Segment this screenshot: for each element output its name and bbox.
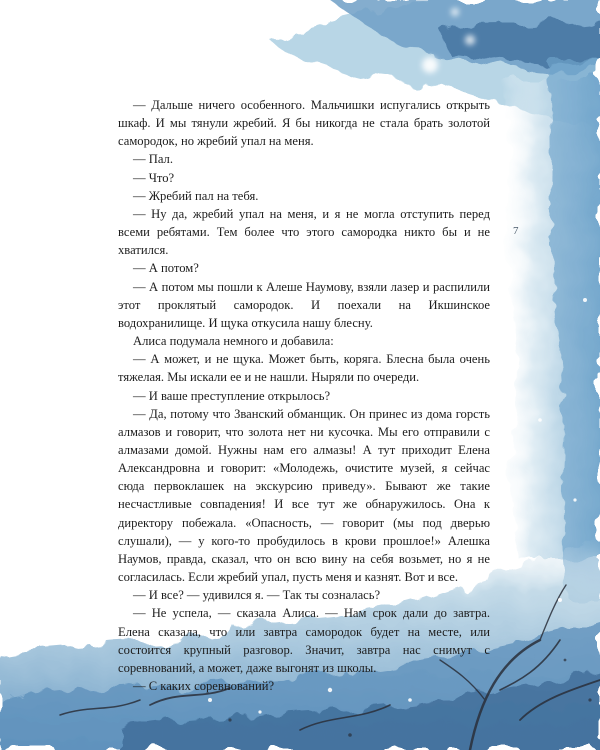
paragraph: — С каких соревнований? bbox=[133, 679, 275, 693]
paragraph: — Да, потому что Званский обманщик. Он принес из дома горсть алмазов и говорит, что золота нет ни кусочка. Мы его отправили с алмазами домой. Нужны нам его алмазы! А тут приходит Елена Александровна и говорит: «Молодежь, очистите музей, я сейчас сюда первоклашек на экскурсию приведу». Бывают же такие несчастливые совпадения! И все тут же обнаружилось. Она к директору побежала. «Опасность, — говорит (мы под дверью слушали), — у кого-то пробудилось в крови прошлое!» Алешка Наумов, правда, сказал, что он всю вину на себя возьмет, но я не согласилась. Если жребий упал, пусть меня и казнят. Вот и все. bbox=[118, 406, 490, 585]
paragraph: — Пал. bbox=[133, 152, 173, 167]
paragraph: — Не успела, — сказала Алиса. — Нам срок дали до завтра. Елена сказала, что или завтра самородок будет на месте, или состоится крупный разговор. Значит, завтра нас снимут с соревнований, а может, даже выгонят из школы. bbox=[118, 606, 490, 675]
paragraph: — Дальше ничего особенного. Мальчишки испугались открыть шкаф. И мы тянули жребий. Я бы никогда не стала брать золотой самородок, но жребий упал на меня. bbox=[118, 98, 490, 149]
paragraph: — И все? — удивился я. — Так ты созналась? bbox=[133, 588, 381, 603]
paragraph: — Что? bbox=[133, 170, 175, 185]
page-number: 7 bbox=[513, 225, 519, 237]
paragraph: — И ваше преступление открылось? bbox=[133, 388, 331, 403]
story-text bbox=[118, 96, 490, 695]
right-wash bbox=[500, 60, 600, 600]
paragraph: — А может, и не щука. Может быть, коряга. Блесна была очень тяжелая. Мы искали ее и не нашли. Ныряли по очереди. bbox=[118, 352, 490, 385]
paragraph: — А потом мы пошли к Алеше Наумову, взяли лазер и распилили этот проклятый самородок. И поехали на Икшинское водохранилище. И щука откусила нашу блесну. bbox=[118, 279, 490, 330]
paragraph: Алиса подумала немного и добавила: bbox=[133, 334, 334, 349]
paragraph: — Ну да, жребий упал на меня, и я не могла отступить перед всеми ребятами. Тем более что этого самородка никто бы и не хватился. bbox=[118, 206, 490, 258]
paragraph: — А потом? bbox=[133, 261, 199, 276]
paragraph: — Жребий пал на тебя. bbox=[133, 188, 259, 203]
